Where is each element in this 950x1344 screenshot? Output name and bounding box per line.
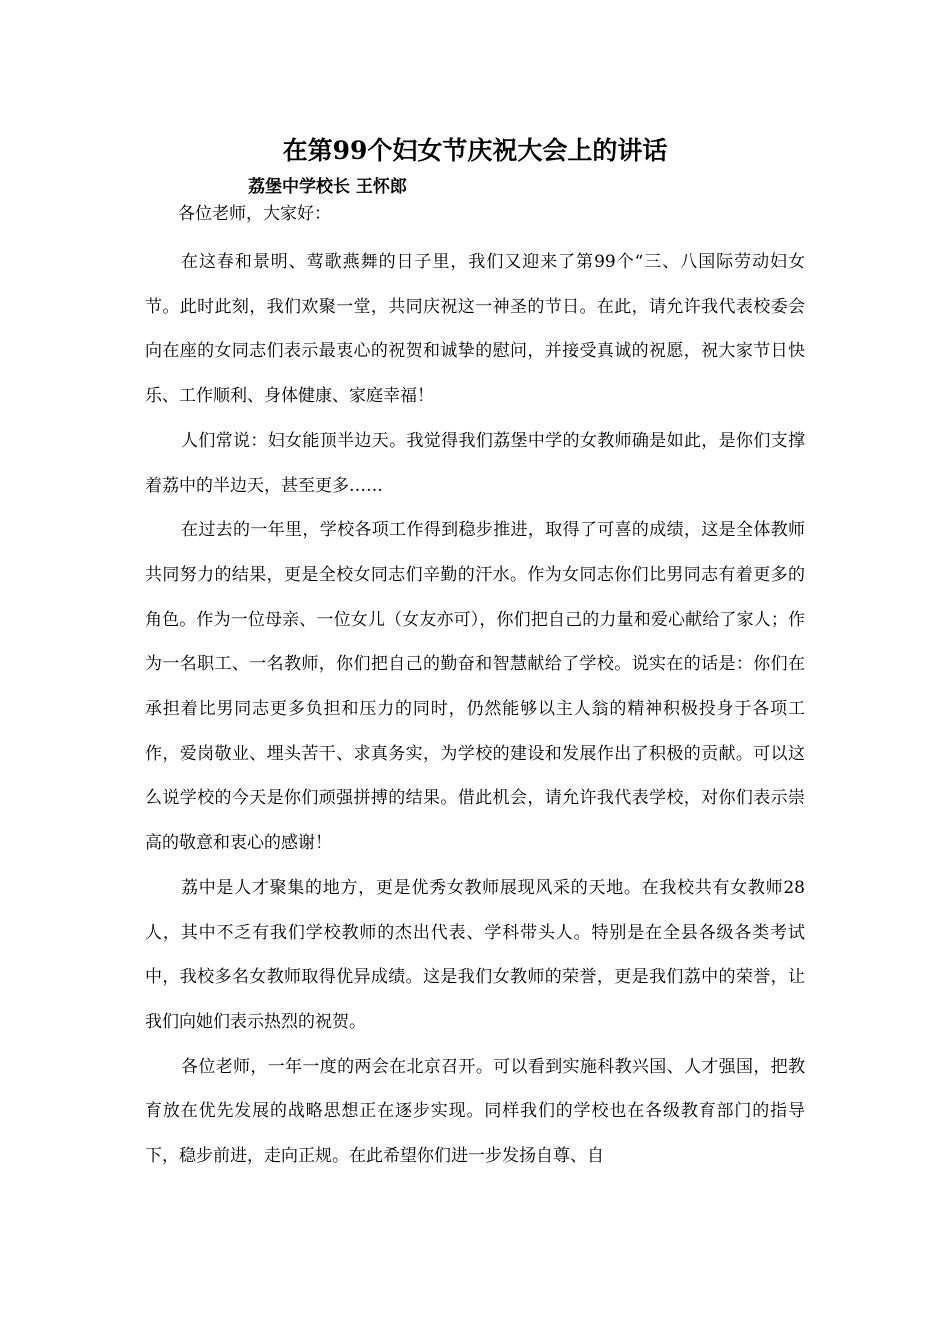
paragraph: 在过去的一年里，学校各项工作得到稳步推进，取得了可喜的成绩，这是全体教师共同努力的结果，更是全校女同志们辛勤的汗水。作为女同志你们比男同志有着更多的角色。作为一位母亲、一位女儿（女友亦可），你们把自己的力量和爱心献给了家人；作为一名职工、一名教师，你们把自己的勤奋和智慧献给了学校。说实在的话是：你们在承担着比男同志更多负担和压力的同时，仍然能够以主人翁的精神积极投身于各项工作，爱岗敬业、埋头苦干、求真务实，为学校的建设和发展作出了积极的贡献。可以这么说学校的今天是你们顽强拼搏的结果。借此机会，请允许我代表学校，对你们表示崇高的敬意和衷心的感谢！ xyxy=(145,520,805,854)
paragraph: 荔中是人才聚集的地方，更是优秀女教师展现风采的天地。在我校共有女教师28人，其中不乏有我们学校教师的杰出代表、学科带头人。特别是在全县各级各类考试中，我校多名女教师取得优异成绩。这是我们女教师的荣誉，更是我们荔中的荣誉，让我们向她们表示热烈的祝贺。 xyxy=(145,877,805,1032)
document-title: 在第99个妇女节庆祝大会上的讲话 xyxy=(282,136,668,165)
document-author: 荔堡中学校长 王怀郎 xyxy=(248,177,407,197)
paragraph: 在这春和景明、莺歌燕舞的日子里，我们又迎来了第99个“三、八国际劳动妇女节。此时此刻，我们欢聚一堂，共同庆祝这一神圣的节日。在此，请允许我代表校委会向在座的女同志们表示最衷心的祝贺和诚挚的慰问，并接受真诚的祝愿，祝大家节日快乐、工作顺利、身体健康、家庭幸福！ xyxy=(145,252,805,407)
paragraph: 人们常说：妇女能顶半边天。我觉得我们荔堡中学的女教师确是如此，是你们支撑着荔中的半边天，甚至更多…… xyxy=(145,430,805,496)
greeting: 各位老师，大家好： xyxy=(178,204,331,224)
speech-body xyxy=(145,240,805,1179)
paragraph: 各位老师，一年一度的两会在北京召开。可以看到实施科教兴国、人才强国，把教育放在优先发展的战略思想正在逐步实现。同样我们的学校也在各级教育部门的指导下，稳步前进，走向正规。在此希望你们进一步发扬自尊、自 xyxy=(145,1056,805,1167)
